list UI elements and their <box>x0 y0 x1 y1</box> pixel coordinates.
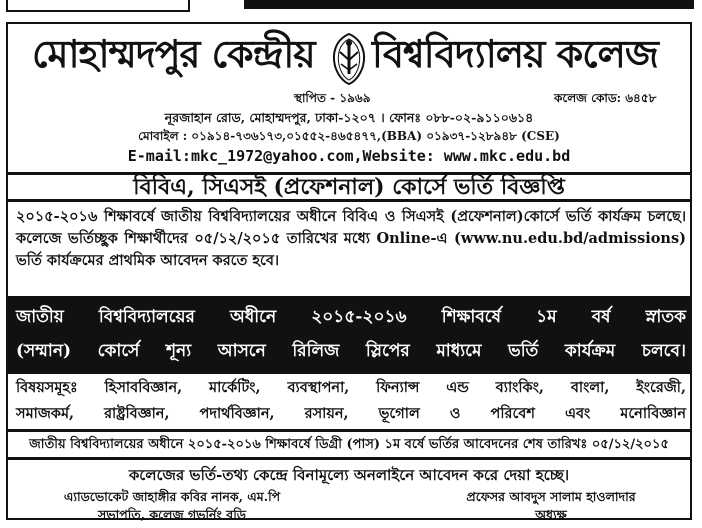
chairman-role: সভাপতি, কলেজ গভর্নিং বডি <box>98 507 246 522</box>
chairman-name: এ্যাডভোকেট জাহাঙ্গীর কবির নানক, এম.পি <box>63 489 281 504</box>
college-name-part-2: বিশ্ববিদ্যালয় কলেজ <box>372 31 658 76</box>
top-clipping-edge <box>0 0 702 14</box>
honours-admission-banner <box>8 296 690 374</box>
adjacent-ad-box-fragment <box>6 0 190 12</box>
mobile-numbers: মোবাইল : ০১৯১৪-৭৩৬১৭৩,০১৫৫২-৪৬৫৪৭৭,(BBA) ০১৯৩৭-১২৮৯৪৮ (CSE) <box>138 129 560 143</box>
free-online-application: কলেজের ভর্তি-তথ্য কেন্দ্রে বিনামূল্যে অনলাইনে আবেদন করে দেয়া হচ্ছে। <box>128 466 570 484</box>
admission-paragraph: ২০১৫-২০১৬ শিক্ষাবর্ষে জাতীয় বিশ্ববিদ্যালয়ের অধীনে বিবিএ ও সিএসই (প্রফেশনাল)কোর্সে ভর্তি কার্যক্রম চলছে। কলেজে ভর্তিচ্ছুক শিক্ষার্থীদের ০৫/১২/২০১৫ তারিখের মধ্যে Online-এ (www.nu.edu.bd/admissions) ভর্তি কার্যক্রমের প্রাথমিক আবেদন করতে হবে। <box>16 208 686 269</box>
subjects-line-1: বিষয়সমূহঃ হিসাববিজ্ঞান, মার্কেটিং, ব্যবস্থাপনা, ফিন্যান্স এন্ড ব্যাংকিং, বাংলা, ইংরেজী, <box>16 379 686 396</box>
principal-name: প্রফেসর আবদুস সালাম হাওলাদার <box>466 489 636 504</box>
college-emblem-icon <box>326 30 372 86</box>
college-header <box>8 28 690 88</box>
email-website: E-mail:mkc_1972@yahoo.com,Website: www.mkc.edu.bd <box>127 147 571 165</box>
college-code: কলেজ কোড: ৬৪৫৮ <box>554 91 657 105</box>
subjects-list <box>8 374 690 432</box>
notice-title: বিবিএ, সিএসই (প্রফেশনাল) কোর্সে ভর্তি বিজ্ঞপ্তি <box>8 172 690 202</box>
banner-line-1: জাতীয় বিশ্ববিদ্যালয়ের অধীনে ২০১৫-২০১৬ শিক্ষাবর্ষে ১ম বর্ষ স্নাতক <box>16 307 686 327</box>
adjacent-ad-bar-fragment <box>244 0 694 9</box>
established-year: স্থাপিত - ১৯৬৯ <box>294 91 371 105</box>
admission-notice-card <box>6 22 692 520</box>
signatory-principal <box>416 488 686 524</box>
college-name-part-1: মোহাম্মদপুর কেন্দ্রীয় <box>32 31 315 76</box>
subjects-line-2: সমাজকর্ম, রাষ্ট্রবিজ্ঞান, পদার্থবিজ্ঞান, রসায়ন, ভূগোল ও পরিবেশ এবং মনোবিজ্ঞান <box>16 405 686 422</box>
signatory-chairman <box>22 488 322 524</box>
principal-role: অধ্যক্ষ <box>535 507 567 522</box>
address-phone: নূরজাহান রোড, মোহাম্মদপুর, ঢাকা-১২০৭ । ফোনঃ ০৮৮-০২-৯১১০৬১৪ <box>164 110 534 125</box>
banner-line-2: (সম্মান) কোর্সে শূন্য আসনে রিলিজ স্লিপের মাধ্যমে ভর্তি কার্যক্রম চলবে। <box>16 341 686 361</box>
degree-deadline: জাতীয় বিশ্ববিদ্যালয়ের অধীনে ২০১৫-২০১৬ শিক্ষাবর্ষে ডিগ্রী (পাস) ১ম বর্ষে ভর্তির আবেদনের শেষ তারিখঃ ০৫/১২/২০১৫ <box>8 434 690 460</box>
